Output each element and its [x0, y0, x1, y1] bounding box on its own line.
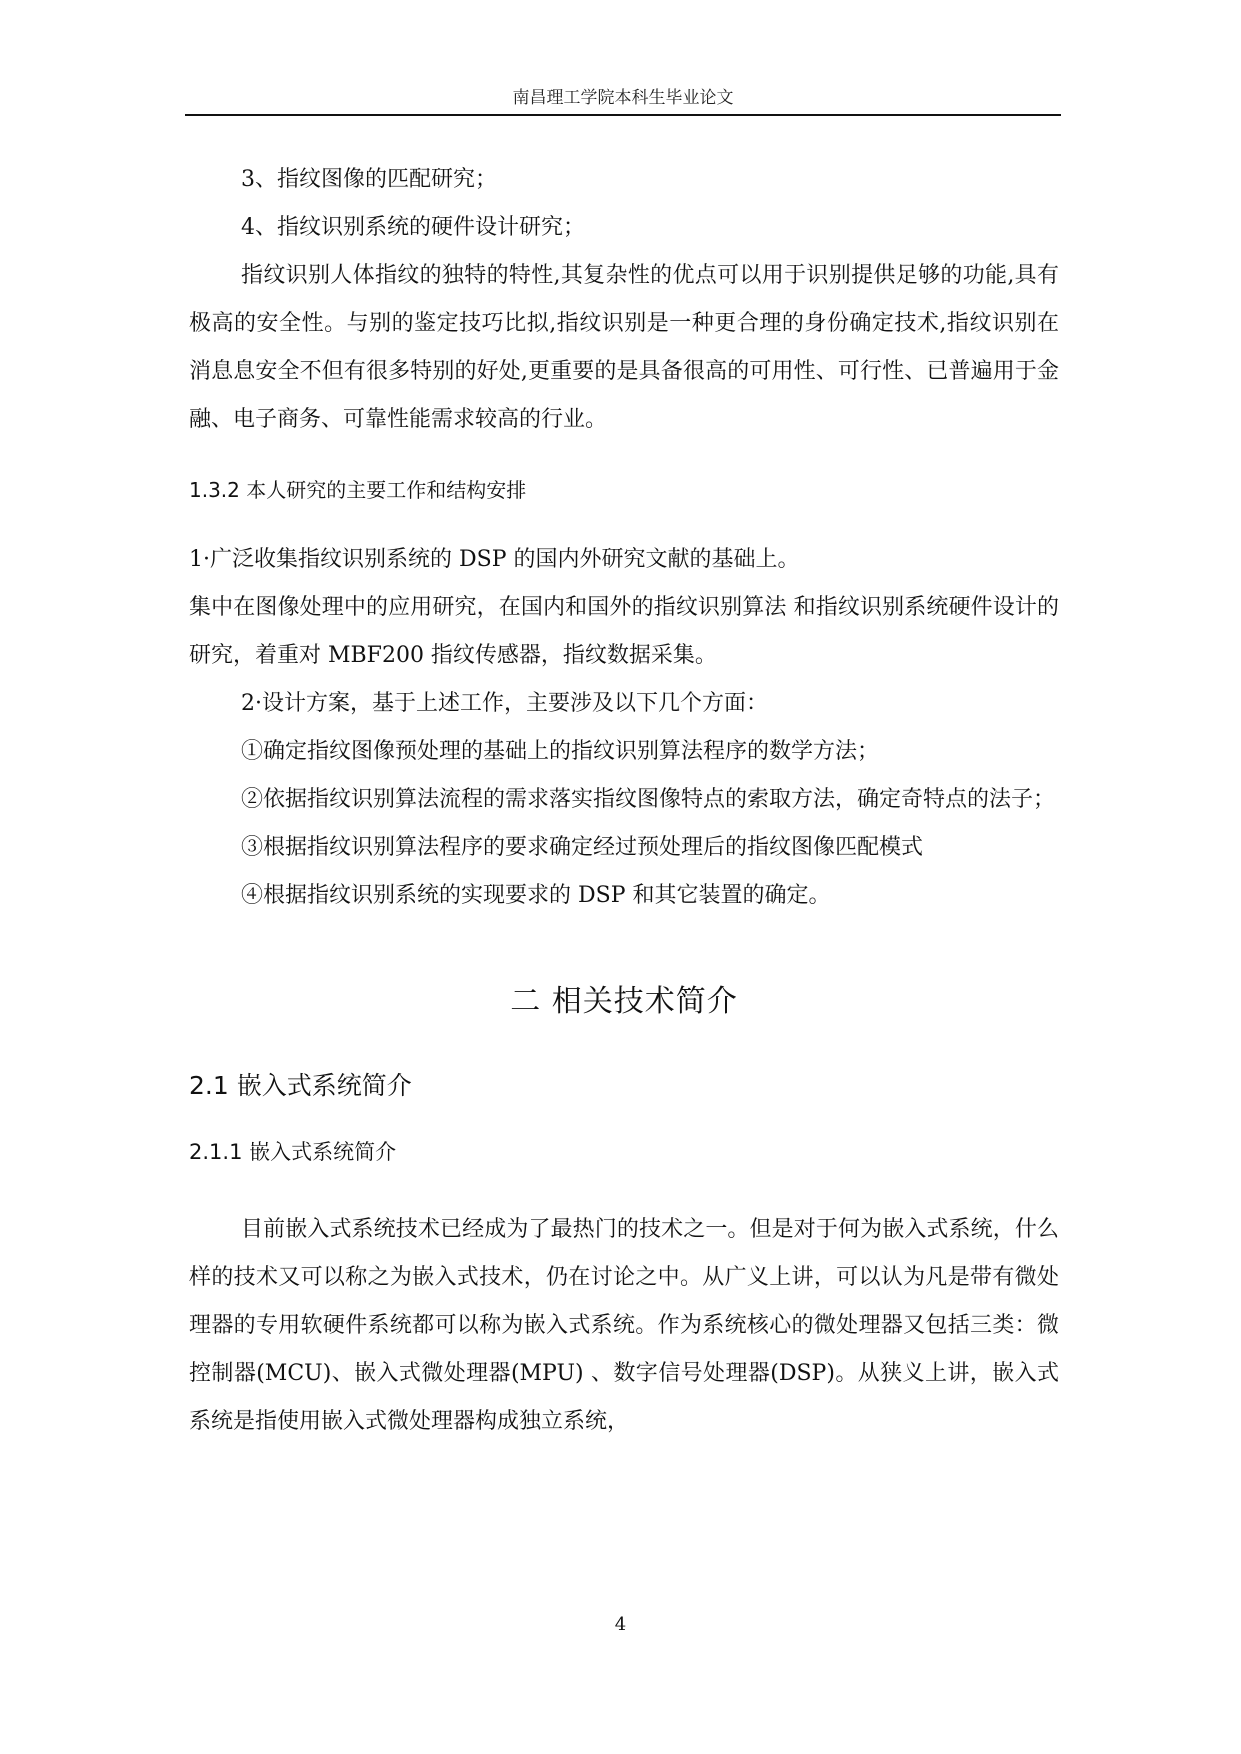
list-item: ③根据指纹识别算法程序的要求确定经过预处理后的指纹图像匹配模式: [241, 835, 924, 860]
chapter-title: 二 相关技术简介: [510, 984, 738, 1019]
page-header: 南昌理工学院本科生毕业论文: [185, 84, 1061, 116]
list-item: 4、指纹识别系统的硬件设计研究；: [241, 215, 585, 240]
section-heading: 2.1 嵌入式系统简介: [189, 1071, 412, 1100]
list-item: ②依据指纹识别算法流程的需求落实指纹图像特点的索取方法，确定奇特点的法子；: [241, 787, 1056, 812]
paragraph: 指纹识别人体指纹的独特的特性,其复杂性的优点可以用于识别提供足够的功能,具有极高的安全性。与别的鉴定技巧比拟,指纹识别是一种更合理的身份确定技术,指纹识别在消息息安全不但有很多特别的好处,更重要的是具备很高的可用性、可行性、已普遍用于金融、电子商务、可靠性能需求较高的行业。: [189, 263, 1059, 432]
subsection-heading: 2.1.1 嵌入式系统简介: [189, 1140, 397, 1164]
list-item: 3、指纹图像的匹配研究；: [241, 167, 497, 192]
paragraph: 目前嵌入式系统技术已经成为了最热门的技术之一。但是对于何为嵌入式系统，什么样的技术又可以称之为嵌入式技术，仍在讨论之中。从广义上讲，可以认为凡是带有微处理器的专用软硬件系统都可以称为嵌入式系统。作为系统核心的微处理器又包括三类：微控制器(MCU)、嵌入式微处理器(MPU) 、数字信号处理器(DSP)。从狭义上讲，嵌入式系统是指使用嵌入式微处理器构成独立系统，: [189, 1217, 1059, 1434]
list-item: ④根据指纹识别系统的实现要求的 DSP 和其它装置的确定。: [241, 883, 831, 908]
subsection-heading: 1.3.2 本人研究的主要工作和结构安排: [189, 478, 527, 502]
page-number: 4: [614, 1614, 627, 1635]
paragraph: 1·广泛收集指纹识别系统的 DSP 的国内外研究文献的基础上。: [189, 547, 800, 572]
paragraph: 集中在图像处理中的应用研究，在国内和国外的指纹识别算法 和指纹识别系统硬件设计的研究，着重对 MBF200 指纹传感器，指纹数据采集。: [189, 595, 1059, 668]
list-item: ①确定指纹图像预处理的基础上的指纹识别算法程序的数学方法；: [241, 739, 880, 764]
list-item: 2·设计方案，基于上述工作，主要涉及以下几个方面：: [241, 691, 768, 716]
page-body: [189, 156, 1059, 1446]
